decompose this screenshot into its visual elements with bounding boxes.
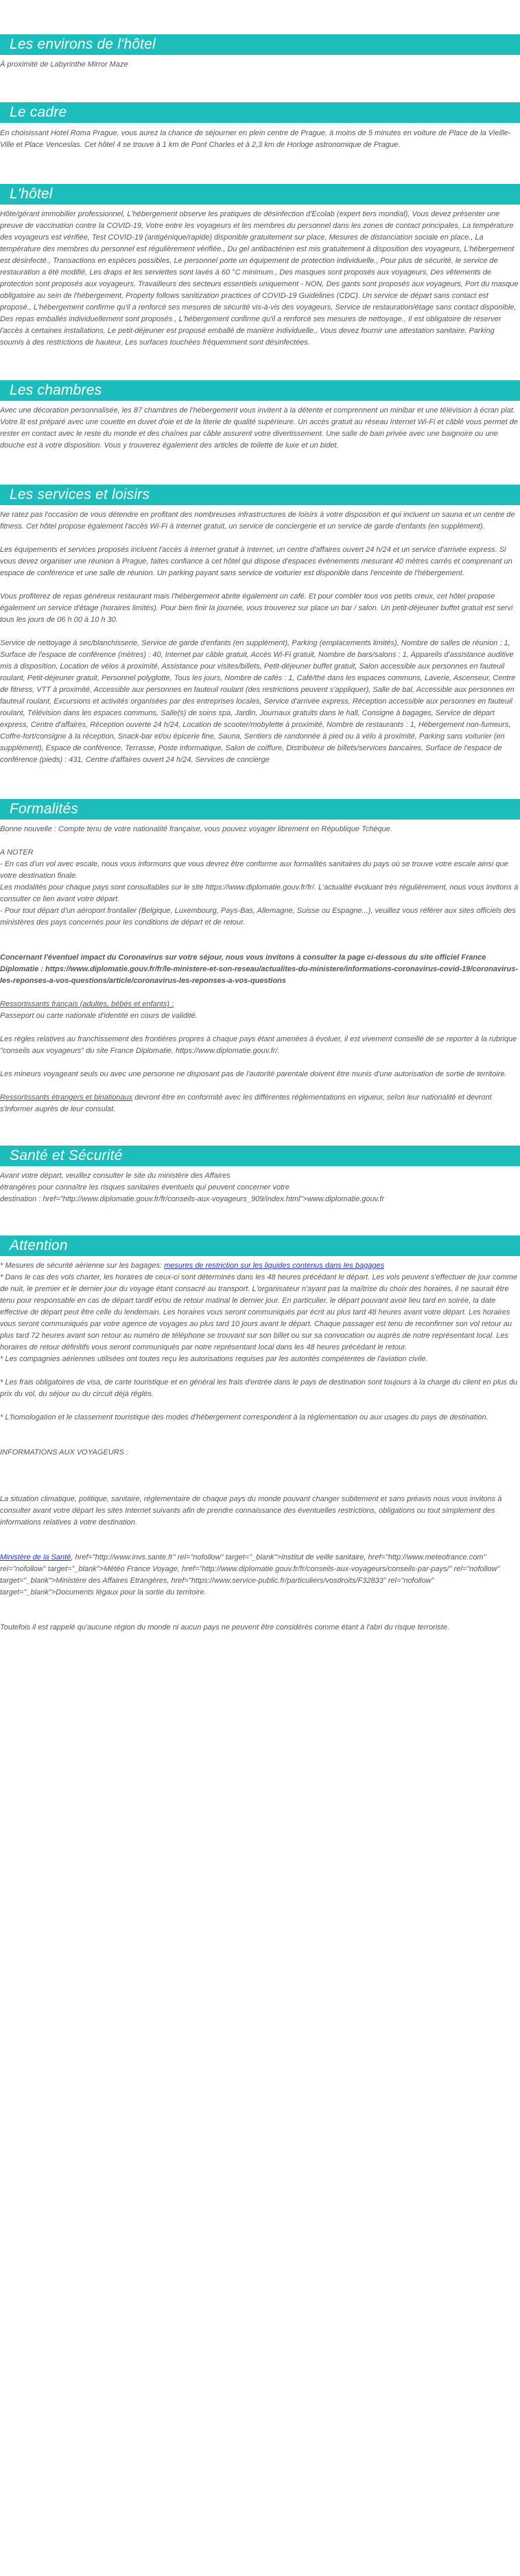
sante-line: destination : href="http://www.diplomatie.gouv.fr/fr/conseils-aux-voyageurs_909/index.html">www.diplomatie.gouv.fr [0, 1195, 385, 1203]
ministere-paragraph [0, 1552, 520, 1599]
services-p3: Vous profiterez de repas généreux restaurant mais l'hébergement abrite également un café. Et pour combler tous vos petits creux, cet hôtel propose également un service d'étage (horaires limités). Pour bien finir la journée, vous trouverez sur place un bar / salon. Un petit-déjeuner buffet gratuit est servi tous les jours de 06 h 00 à 10 h 30. [0, 592, 513, 624]
mesures-paragraph [0, 1260, 520, 1272]
ministere-rest: , href="http://www.invs.sante.fr" rel="nofollow" target="_blank">Institut de veille sanitaire, href="http://www.meteofrance.com" rel="nofollow" target="_blank">Météo France Voyage, href="http://www.diplomatie.gouv.fr/fr/conseils-aux-voyageurs/conseils-par-pays/" rel="nofollow" target="_blank">Ministère des Affaires Etrangères, href="https://www.service-public.fr/particuliers/vosdroits/F32833" rel="nofollow" target="_blank">Documents légaux pour la sortie du territoire. [0, 1553, 500, 1597]
section-attention-title: Attention [0, 1235, 520, 1256]
cadre-text: En choisissant Hotel Roma Prague, vous aurez la chance de séjourner en plein centre de Prague, à moins de 5 minutes en voiture de Place de la Vieille-Ville et Place Venceslas. Cet hôtel 4 se trouve à 1 km de Pont Charles et à 2,3 km de Horloge astronomique de Prague. [0, 129, 511, 149]
frais-text: * Les frais obligatoires de visa, de carte touristique et en général les frais d'entrée dans le pays de destination sont toujours à la charge du client en plus du prix du vol, du séjour ou du circuit déjà réglés. [0, 1378, 518, 1398]
coronavirus-notice: Concernant l'éventuel impact du Coronavirus sur votre séjour, nous vous invitons à consulter la page ci-dessous du site officiel France Diplomatie : https://www.diplomatie.gouv.fr/fr/le-ministere-et-son-reseau/actualites-du-ministere/informations-coronavirus-covid-19/coronavirus-les-reponses-a-vos-questions/article/coronavirus-les-reponses-a-vos-questions [0, 953, 519, 985]
section-chambres-title: Les chambres [0, 380, 520, 401]
section-hotel-title: L'hôtel [0, 184, 520, 205]
sante-line: étrangères pour connaître les risques sanitaires éventuels qui peuvent concerner votre [0, 1183, 289, 1192]
formalites-intro: Bonne nouvelle : Compte tenu de votre nationalité française, vous pouvez voyager librement en République Tchèque. [0, 825, 392, 833]
note-line: - En cas d'un vol avec escale, nous vous informons que vous devrez être conforme aux formalités sanitaires du pays où se trouve votre escale ainsi que votre destination finale. [0, 860, 508, 880]
section-cadre-title: Le cadre [0, 102, 520, 123]
services-p1: Ne ratez pas l'occasion de vous détendre en profitant des nombreuses infrastructures de loisirs à votre disposition et qui incluent un sauna et un centre de fitness. Cet hôtel propose également l'accès Wi-Fi à Internet gratuit, un service de conciergerie et un service de garde d'enfants (en supplément). [0, 511, 515, 531]
mineurs-text: Les mineurs voyageant seuls ou avec une personne ne disposant pas de l'autorité parentale doivent être munis d'une autorisation de sortie de territoire. [0, 1070, 507, 1078]
mesures-prefix: * Mesures de sécurité aérienne sur les bagages: [0, 1262, 165, 1270]
toutefois-text: Toutefois il est rappelé qu'aucune région du monde ni aucun pays ne peuvent être considérés comme étant à l'abri du risque terroriste. [0, 1623, 450, 1632]
chambres-text: Avec une décoration personnalisée, les 87 chambres de l'hébergement vous invitent à la détente et comprennent un minibar et une télévision à écran plat. Votre lit est préparé avec une couette en duvet d'oie et de la literie de qualité supérieure. Un accès gratuit au réseau Internet Wi-Fi et câblé vous permet de rester en contact avec le reste du monde et des chaînes par câble assurent votre divertissement. Une salle de bain privée avec une baignoire ou une douche est à votre disposition. Vous y trouverez également des articles de toilette de luxe et un bidet. [0, 406, 518, 450]
ressortissants-head: Ressortissants français (adultes, bébés et enfants) : [0, 1000, 174, 1008]
etrangers-head: Ressortissants étrangers et binationaux [0, 1093, 133, 1102]
section-environs-title: Les environs de l'hôtel [0, 34, 520, 55]
section-formalites-title: Formalités [0, 799, 520, 820]
liquides-link[interactable]: mesures de restriction sur les liquides contenus dans les bagages [164, 1262, 385, 1270]
hotel-text: Hôte/gérant immobilier professionnel, L'hébergement observe les pratiques de désinfection d'Ecolab (expert tiers mondial), Vous devez présenter une preuve de vaccination contre la COVID-19, Votre entre les voyageurs et les membres du personnel dans les zones de contact principales, La température des voyageurs est vérifiée, Test COVID-19 (antigénique/rapide) disponible gratuitement sur place, Mesures de distanciation sociale en place., La température des membres du personnel est régulièrement vérifiée., Du gel antibactérien est mis gratuitement à disposition des voyageurs, L'hébergement est désinfecté., Transactions en espèces possibles, Le personnel porte un équipement de protection individuelle., Pour plus de sécurité, le service de restauration a été modifié, Les draps et les serviettes sont lavés à 60 °C minimum., Des masques sont proposés aux voyageurs, Des vêtements de protection sont proposés aux voyageurs, Travailleurs des secteurs essentiels uniquement - NON, Des gants sont proposés aux voyageurs, Port du masque obligatoire au sein de l'hébergement, Property follows sanitization practices of COVID-19 Guidelines (CDC). Un service de départ sans contact est proposé., L'hébergement confirme qu'il a renforcé ses mesures de sécurité vis-à-vis des voyageurs, Service de restauration/étage sans contact disponible, Des repas emballés individuellement sont proposés., L'hébergement confirme qu'il a renforcé ses mesures de nettoyage., Il est obligatoire de réserver l'accès à certaines installations, Le petit-déjeuner est proposé emballé de manière individuelle., Vous devez fournir une attestation sanitaire, Parking soumis à des restrictions de hauteur, Les surfaces touchées fréquemment sont désinfectées. [0, 210, 519, 347]
note-head: A NOTER [0, 848, 34, 857]
etrangers-text: devront être en conformité avec les différentes réglementations en vigueur, selon leur nationalité et devront s'informer auprès de leur consulat. [0, 1093, 492, 1113]
note-line: Les modalités pour chaque pays sont consultables sur le site https://www.diplomatie.gouv.fr/fr/. L'actualité évoluant très régulièrement, nous vous invitons à consulter ce lien avant votre départ. [0, 883, 519, 903]
ressortissants-text: Passeport ou carte nationale d'identité en cours de validité. [0, 1012, 198, 1020]
regles-text: Les règles relatives au franchissement des frontières propres à chaque pays étant amenées à évoluer, il est vivement conseillé de se reporter à la rubrique "conseils aux voyageurs" du site France Diplomatie, https://www.diplomatie.gouv.fr/. [0, 1035, 517, 1055]
ministere-sante-link[interactable]: Ministère de la Santé [0, 1553, 71, 1562]
etrangers-paragraph [0, 1092, 520, 1115]
compagnies-text: * Les compagnies aériennes utilisées ont toutes reçu les autorisations requises par les autorités compétentes de l'aviation civile. [0, 1355, 428, 1363]
situation-text: La situation climatique, politique, sanitaire, réglementaire de chaque pays du monde pouvant changer subitement et sans préavis nous vous invitons à consulter avant votre départ les sites Internet suivants afin de prendre connaissance des éventuelles restrictions, obligations ou tout simplement des informations relatives à votre destination. [0, 1495, 502, 1527]
services-p4: Service de nettoyage à sec/blanchisserie, Service de garde d'enfants (en supplément), Parking (emplacements limités), Nombre de salles de réunion : 1, Surface de l'espace de conférence (mètres) : 40, Internet par câble gratuit, Accès Wi-Fi gratuit, Nombre de bars/salons : 1, Appareils d'assistance auditive mis à disposition, Location de vélos à proximité, Assistance pour visites/billets, Petit-déjeuner buffet gratuit, Salon accessible aux personnes en fauteuil roulant, Petit-déjeuner gratuit, Personnel polyglotte, Tous les jours, Nombre de cafés : 1, Café/thé dans les espaces communs, Laverie, Ascenseur, Centre de fitness, VTT à proximité, Accessible aux personnes en fauteuil roulant (des restrictions peuvent s'appliquer), Salle de bal, Accessible aux personnes en fauteuil roulant, Excursions et activités organisées par des entreprises locales, Service d'arrivée express, Réception accessible aux personnes en fauteuil roulant, Télévision dans les espaces communs, Salle(s) de soins spa, Jardin, Journaux gratuits dans le hall, Consigne à bagages, Service de départ express, Centre d'affaires, Réception ouverte 24 h/24, Location de scooter/mobylette à proximité, Nombre de restaurants : 1, Hébergement non-fumeurs, Coffre-fort/consigne à la réception, Snack-bar et/ou épicerie fine, Sauna, Sentiers de randonnée à pied ou à vélo à proximité, Parking sans voiturier (en supplément), Espace de conférence, Terrasse, Poste informatique, Salon de coiffure, Distributeur de billets/services bancaires, Surface de l'espace de conférence (pieds) : 431, Centre d'affaires ouvert 24 h/24, Services de concierge [0, 639, 516, 764]
environs-text: À proximité de Labyrinthe Mirror Maze [0, 60, 128, 69]
sante-line: Avant votre départ, veuillez consulter le site du ministère des Affaires [0, 1172, 231, 1180]
homologation-text: * L'homologation et le classement touristique des modes d'hébergement correspondent à la réglementation ou aux usages du pays de destination. [0, 1413, 488, 1422]
services-p2: Les équipements et services proposés incluent l'accès à internet gratuit à Internet, un centre d'affaires ouvert 24 h/24 et un service d'arrivée express. Si vous devez organiser une réunion à Prague, faites confiance à cet hôtel qui dispose d'espaces événements mesurant 40 mètres carrés et comprenant un espace de conférence et une salle de réunion. Un parking payant sans service de voiturier est disponible dans l'enceinte de l'hébergement. [0, 546, 512, 577]
infos-head: INFORMATIONS AUX VOYAGEURS : [0, 1448, 129, 1457]
section-services-title: Les services et loisirs [0, 485, 520, 505]
horaires-text: * Dans le cas des vols charter, les horaires de ceux-ci sont déterminés dans les 48 heures précédant le départ. Les vols peuvent s'effectuer de jour comme de nuit, le premier et le dernier jour du voyage étant consacré au transport. L'organisateur n'ayant pas la maîtrise du choix des horaires, il ne saurait être tenu pour responsable en cas de départ tardif et/ou de retour matinal le dernier jour. En particulier, le départ pouvant avoir lieu tard en soirée, la date effective de départ peut être celle du lendemain. Les horaires vous seront communiqués par écrit au plus tard 48 heures avant votre départ. Les horaires vous seront communiqués par votre agence de voyages au plus tard 10 jours avant le départ. Chaque passager est tenu de reconfirmer son vol retour au plus tard 72 heures avant son retour au numéro de téléphone se trouvant sur son billet ou sur sa convocation ou auprès de notre représentant local. Les horaires de retour définitifs vous seront communiqués par notre représentant local dans les 48 heures précédant le retour. [0, 1273, 518, 1351]
section-sante-title: Santé et Sécurité [0, 1146, 520, 1166]
note-line: - Pour tout départ d'un aéroport frontalier (Belgique, Luxembourg, Pays-Bas, Allemagne, Suisse ou Espagne...), veuillez vous référer aux sites officiels des ministères des pays concernés pour les conditions de départ et de retour. [0, 907, 516, 927]
